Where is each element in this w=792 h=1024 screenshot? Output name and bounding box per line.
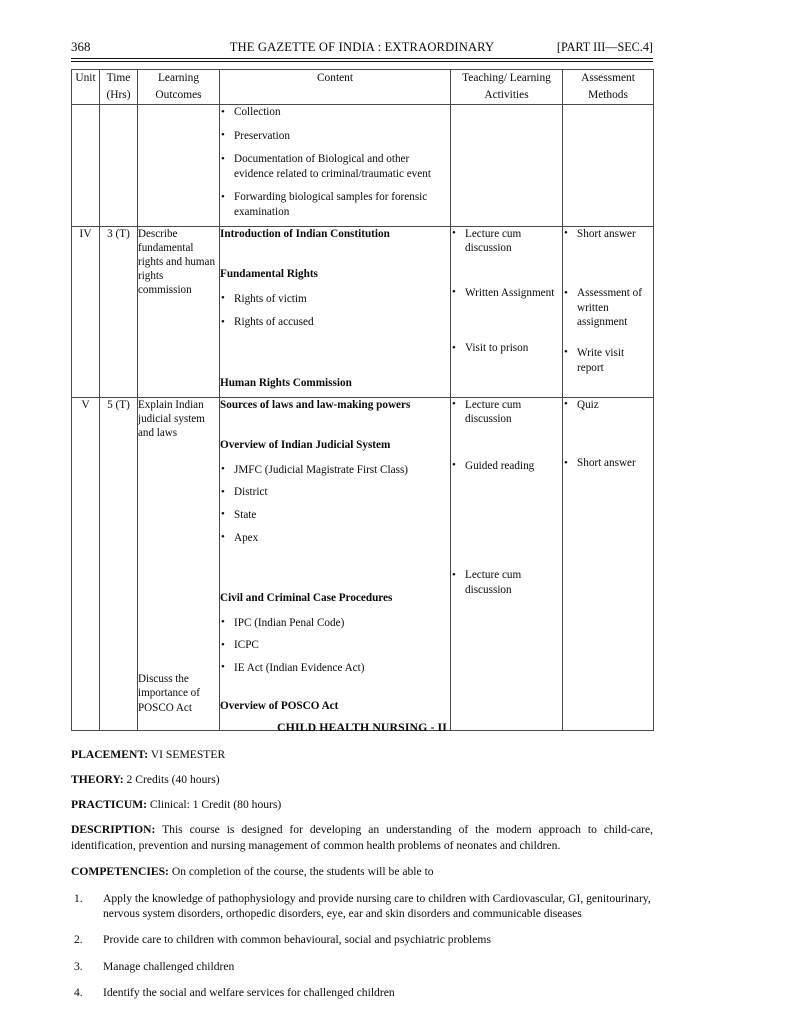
part-reference: [PART III—SEC.4] — [556, 40, 653, 54]
description-label: DESCRIPTION: — [71, 823, 156, 836]
spacer — [220, 220, 450, 226]
competencies-intro-line — [71, 864, 653, 879]
list-item — [71, 891, 653, 921]
table-row — [72, 105, 654, 227]
table-row — [72, 397, 654, 731]
content-heading: Human Rights Commission — [220, 376, 352, 389]
row0-content-list — [220, 105, 450, 220]
page-number: 368 — [71, 39, 91, 54]
header-teaching-activities — [451, 70, 563, 105]
theory-line — [71, 772, 653, 787]
row1-teaching — [451, 226, 563, 397]
theory-label: THEORY: — [71, 773, 124, 786]
list-item: • IE Act (Indian Evidence Act) — [220, 661, 450, 676]
row1-content-list — [220, 292, 450, 330]
content-heading: Overview of POSCO Act — [220, 700, 339, 713]
header-unit: Unit — [72, 70, 100, 105]
header-assessment-line1: Assessment — [581, 72, 635, 84]
description-paragraph — [71, 822, 653, 853]
header-time-line2: (Hrs) — [106, 89, 131, 101]
placement-value: VI SEMESTER — [150, 748, 226, 761]
row2-learning-outcomes — [138, 397, 220, 731]
spacer — [220, 453, 450, 463]
row2-teaching — [451, 397, 563, 731]
competency-text: Identify the social and welfare services for challenged children — [103, 985, 395, 999]
list-item: • Apex — [220, 531, 450, 546]
list-item: • Short answer — [563, 227, 653, 242]
row2-assessment-list — [563, 398, 653, 471]
spacer — [138, 440, 219, 672]
row1-content — [220, 226, 451, 397]
table-row — [72, 226, 654, 397]
row2-lo-primary: Explain Indian judicial system and laws — [138, 398, 205, 439]
competency-number: 3. — [74, 959, 83, 973]
competency-number: 1. — [74, 892, 83, 905]
course-title: CHILD HEALTH NURSING - II — [277, 720, 447, 734]
spacer — [220, 241, 450, 267]
list-item: • Preservation — [220, 129, 450, 144]
row1-time: 3 (T) — [100, 226, 138, 397]
placement-label: PLACEMENT: — [71, 748, 149, 761]
header-assessment-line2: Methods — [588, 89, 628, 101]
row0-teaching — [451, 105, 563, 227]
list-item: • Lecture cum discussion — [451, 227, 562, 256]
spacer — [220, 553, 450, 591]
list-item: • Short answer — [563, 456, 653, 471]
header-assessment-methods — [563, 70, 654, 105]
header-rule — [71, 58, 653, 62]
spacer — [220, 412, 450, 438]
list-item: • State — [220, 508, 450, 523]
list-item: • Documentation of Biological and other evidence related to criminal/traumatic event — [220, 152, 450, 181]
list-item: • Visit to prison — [451, 341, 562, 356]
row0-content — [220, 105, 451, 227]
competencies-label: COMPETENCIES: — [71, 865, 169, 878]
row2-teaching-list — [451, 398, 562, 598]
practicum-value: Clinical: 1 Credit (80 hours) — [149, 798, 282, 811]
competencies-intro: On completion of the course, the students will be able to — [171, 865, 434, 878]
content-heading: Fundamental Rights — [220, 268, 318, 281]
list-item — [71, 959, 653, 974]
header-lo-line1: Learning — [157, 72, 200, 84]
list-item: • JMFC (Judicial Magistrate First Class) — [220, 463, 450, 478]
course-section — [71, 720, 653, 1011]
competencies-list — [71, 891, 653, 1000]
list-item — [71, 932, 653, 947]
list-item: • Guided reading — [451, 459, 562, 474]
description-value: This course is designed for developing an understanding of the modern approach to child-care, identification, prevention and nursing management of common health problems of neonates and children. — [71, 823, 653, 852]
header-learning-outcomes — [138, 70, 220, 105]
content-heading: Civil and Criminal Case Procedures — [220, 592, 393, 605]
list-item: • Written Assignment — [451, 286, 562, 301]
syllabus-table — [71, 69, 654, 731]
row0-learning-outcomes — [138, 105, 220, 227]
row1-unit: IV — [72, 226, 100, 397]
competency-number: 4. — [74, 985, 83, 999]
row1-learning-outcomes: Describe fundamental rights and human rights commission — [138, 226, 220, 397]
table-header-row — [72, 70, 654, 105]
content-heading: Overview of Indian Judicial System — [220, 439, 391, 452]
row2-assessment — [563, 397, 654, 731]
list-item — [71, 985, 653, 1000]
list-item: • ICPC — [220, 638, 450, 653]
spacer — [220, 330, 450, 376]
list-item: • Forwarding biological samples for forensic examination — [220, 190, 450, 219]
list-item: • Quiz — [563, 398, 653, 413]
practicum-label: PRACTICUM: — [71, 798, 147, 811]
placement-line — [71, 747, 653, 762]
row0-time — [100, 105, 138, 227]
header-content: Content — [220, 70, 451, 105]
competency-text: Manage challenged children — [103, 959, 235, 973]
practicum-line — [71, 797, 653, 812]
content-heading: Sources of laws and law-making powers — [220, 398, 411, 411]
theory-value: 2 Credits (40 hours) — [126, 773, 220, 786]
list-item: • Lecture cum discussion — [451, 398, 562, 427]
list-item: • Rights of victim — [220, 292, 450, 307]
spacer — [220, 683, 450, 699]
header-teaching-line2: Activities — [484, 89, 529, 101]
list-item: • Rights of accused — [220, 315, 450, 330]
header-lo-line2: Outcomes — [155, 89, 202, 101]
row2-content — [220, 397, 451, 731]
list-item: • District — [220, 485, 450, 500]
row0-unit — [72, 105, 100, 227]
row0-assessment — [563, 105, 654, 227]
spacer — [220, 606, 450, 616]
list-item: • Assessment of written assignment — [563, 286, 653, 330]
header-teaching-line1: Teaching/ Learning — [462, 72, 551, 84]
row2-time: 5 (T) — [100, 397, 138, 731]
spacer — [220, 391, 450, 397]
list-item: • Lecture cum discussion — [451, 568, 562, 597]
content-heading: Introduction of Indian Constitution — [220, 227, 390, 240]
row2-content-list-2 — [220, 616, 450, 676]
list-item: • IPC (Indian Penal Code) — [220, 616, 450, 631]
list-item: • Write visit report — [563, 346, 653, 375]
spacer — [220, 282, 450, 292]
header-time-line1: Time — [106, 72, 131, 84]
row1-assessment-list — [563, 227, 653, 376]
row2-unit: V — [72, 397, 100, 731]
competency-number: 2. — [74, 933, 83, 947]
competency-text: Provide care to children with common behavioural, social and psychiatric problems — [103, 933, 491, 947]
gazette-title: THE GAZETTE OF INDIA : EXTRAORDINARY — [229, 40, 495, 54]
row2-lo-secondary: Discuss the importance of POSCO Act — [138, 673, 200, 714]
header-time — [100, 70, 138, 105]
row1-teaching-list — [451, 227, 562, 356]
row2-content-list-1 — [220, 463, 450, 545]
list-item: • Collection — [220, 105, 450, 120]
competency-text: Apply the knowledge of pathophysiology and provide nursing care to children with Cardiovascular, GI, genitourinary, nervous system disorders, orthopedic disorders, eye, ear and skin disorders and communicable diseases — [103, 892, 651, 921]
row1-assessment — [563, 226, 654, 397]
running-head — [71, 38, 653, 56]
